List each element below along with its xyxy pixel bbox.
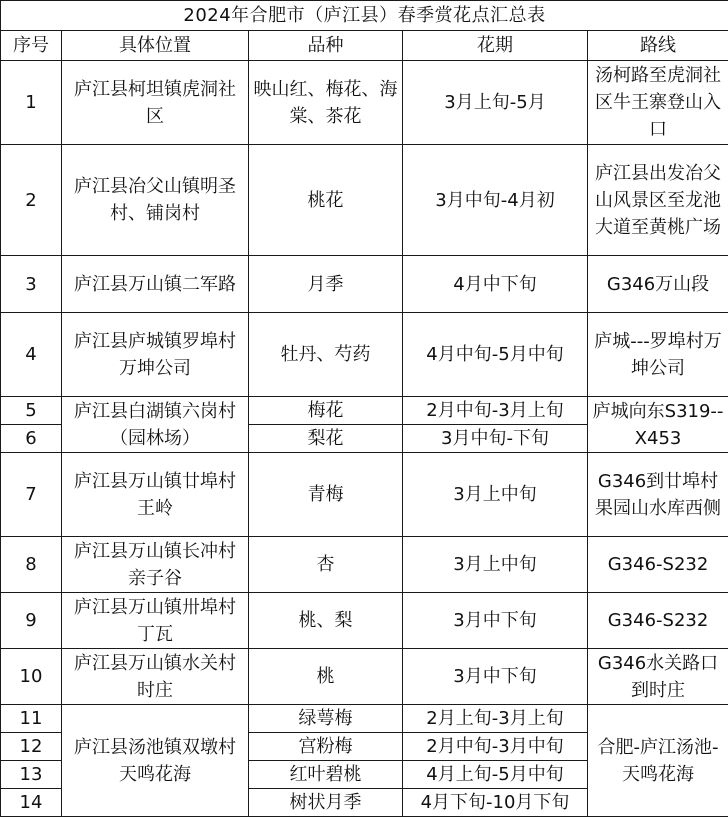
cell-variety: 桃 — [249, 649, 403, 705]
cell-period: 3月中下旬 — [403, 593, 588, 649]
cell-route: 庐江县出发冶父山风景区至龙池大道至黄桃广场 — [588, 145, 728, 256]
cell-variety: 桃、梨 — [249, 593, 403, 649]
cell-index: 9 — [1, 593, 62, 649]
cell-location: 庐江县柯坦镇虎洞社区 — [62, 61, 249, 145]
cell-period: 2月中旬-3月上旬 — [403, 397, 588, 425]
table-row — [1, 649, 728, 705]
cell-location: 庐江县万山镇卅埠村丁瓦 — [62, 593, 249, 649]
cell-period: 4月下旬-10月下旬 — [403, 789, 588, 817]
cell-variety: 宫粉梅 — [249, 733, 403, 761]
table-row — [1, 705, 728, 733]
cell-index: 14 — [1, 789, 62, 817]
cell-variety: 绿萼梅 — [249, 705, 403, 733]
cell-index: 13 — [1, 761, 62, 789]
cell-location: 庐江县冶父山镇明圣村、铺岗村 — [62, 145, 249, 256]
cell-index: 2 — [1, 145, 62, 256]
cell-route: 合肥-庐江汤池-天鸣花海 — [588, 705, 728, 817]
cell-route: 汤柯路至虎洞社区牛王寨登山入口 — [588, 61, 728, 145]
header-row — [1, 31, 728, 61]
cell-period: 3月上中旬 — [403, 453, 588, 537]
cell-variety: 梅花 — [249, 397, 403, 425]
table-row — [1, 453, 728, 537]
cell-index: 6 — [1, 425, 62, 453]
cell-period: 3月中下旬 — [403, 649, 588, 705]
cell-location: 庐江县白湖镇六岗村（园林场） — [62, 397, 249, 453]
cell-index: 1 — [1, 61, 62, 145]
cell-period: 4月上旬-5月中旬 — [403, 761, 588, 789]
table-row — [1, 256, 728, 313]
cell-period: 3月中旬-下旬 — [403, 425, 588, 453]
table-row — [1, 537, 728, 593]
cell-variety: 梨花 — [249, 425, 403, 453]
cell-location: 庐江县万山镇水关村时庄 — [62, 649, 249, 705]
cell-index: 5 — [1, 397, 62, 425]
cell-location: 庐江县万山镇二军路 — [62, 256, 249, 313]
cell-variety: 红叶碧桃 — [249, 761, 403, 789]
table-row — [1, 313, 728, 397]
cell-period: 3月上中旬 — [403, 537, 588, 593]
cell-variety: 牡丹、芍药 — [249, 313, 403, 397]
cell-location: 庐江县汤池镇双墩村天鸣花海 — [62, 705, 249, 817]
header-variety: 品种 — [249, 31, 403, 61]
cell-variety: 杏 — [249, 537, 403, 593]
cell-period: 3月中旬-4月初 — [403, 145, 588, 256]
table-row — [1, 593, 728, 649]
cell-route: G346万山段 — [588, 256, 728, 313]
cell-location: 庐江县万山镇长冲村亲子谷 — [62, 537, 249, 593]
cell-period: 4月中旬-5月中旬 — [403, 313, 588, 397]
cell-period: 2月中旬-3月中旬 — [403, 733, 588, 761]
table-title: 2024年合肥市（庐江县）春季赏花点汇总表 — [1, 1, 728, 31]
cell-index: 4 — [1, 313, 62, 397]
cell-variety: 映山红、梅花、海棠、茶花 — [249, 61, 403, 145]
header-period: 花期 — [403, 31, 588, 61]
cell-route: G346-S232 — [588, 593, 728, 649]
cell-route: G346水关路口到时庄 — [588, 649, 728, 705]
table-row — [1, 397, 728, 425]
header-route: 路线 — [588, 31, 728, 61]
cell-route: 庐城向东S319--X453 — [588, 397, 728, 453]
cell-index: 12 — [1, 733, 62, 761]
cell-route: G346到廿埠村果园山水库西侧 — [588, 453, 728, 537]
cell-variety: 月季 — [249, 256, 403, 313]
cell-index: 3 — [1, 256, 62, 313]
header-index: 序号 — [1, 31, 62, 61]
cell-variety: 桃花 — [249, 145, 403, 256]
cell-index: 7 — [1, 453, 62, 537]
cell-index: 10 — [1, 649, 62, 705]
cell-location: 庐江县庐城镇罗埠村万坤公司 — [62, 313, 249, 397]
cell-index: 8 — [1, 537, 62, 593]
cell-variety: 树状月季 — [249, 789, 403, 817]
cell-route: 庐城---罗埠村万坤公司 — [588, 313, 728, 397]
cell-location: 庐江县万山镇廿埠村王岭 — [62, 453, 249, 537]
cell-period: 2月上旬-3月上旬 — [403, 705, 588, 733]
cell-period: 3月上旬-5月 — [403, 61, 588, 145]
header-location: 具体位置 — [62, 31, 249, 61]
table-row — [1, 145, 728, 256]
cell-period: 4月中下旬 — [403, 256, 588, 313]
cell-route: G346-S232 — [588, 537, 728, 593]
cell-variety: 青梅 — [249, 453, 403, 537]
cell-index: 11 — [1, 705, 62, 733]
title-row — [1, 1, 728, 31]
table-row — [1, 61, 728, 145]
